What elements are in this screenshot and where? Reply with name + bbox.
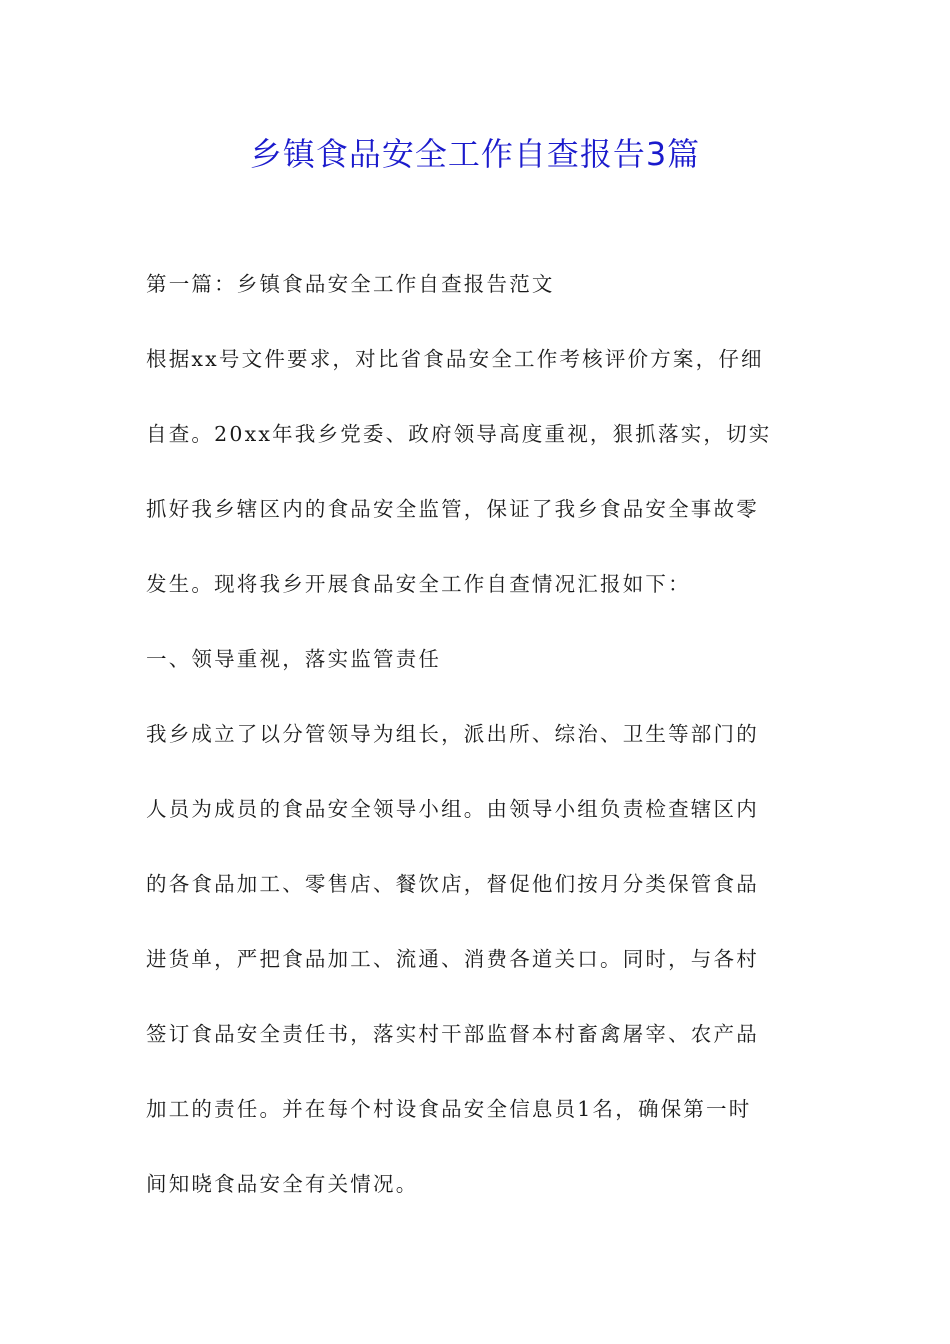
subsection-heading: 一、领导重视，落实监管责任 — [146, 647, 442, 671]
paragraph-line: 自查。20xx年我乡党委、政府领导高度重视，狠抓落实，切实 — [146, 422, 772, 446]
document-body — [146, 262, 806, 1237]
paragraph-line: 的各食品加工、零售店、餐饮店，督促他们按月分类保管食品 — [146, 872, 759, 896]
paragraph-line: 抓好我乡辖区内的食品安全监管，保证了我乡食品安全事故零 — [146, 497, 759, 521]
paragraph-line: 我乡成立了以分管领导为组长，派出所、综治、卫生等部门的 — [146, 722, 759, 746]
paragraph-line: 签订食品安全责任书，落实村干部监督本村畜禽屠宰、农产品 — [146, 1022, 759, 1046]
paragraph-line: 进货单，严把食品加工、流通、消费各道关口。同时，与各村 — [146, 947, 759, 971]
paragraph-line: 根据xx号文件要求，对比省食品安全工作考核评价方案，仔细 — [146, 347, 764, 371]
document-title: 乡镇食品安全工作自查报告3篇 — [249, 135, 701, 173]
paragraph-line: 间知晓食品安全有关情况。 — [146, 1172, 419, 1196]
paragraph-line: 人员为成员的食品安全领导小组。由领导小组负责检查辖区内 — [146, 797, 759, 821]
section-heading: 第一篇：乡镇食品安全工作自查报告范文 — [146, 272, 555, 296]
paragraph-line: 加工的责任。并在每个村设食品安全信息员1名，确保第一时 — [146, 1097, 752, 1121]
paragraph-line: 发生。现将我乡开展食品安全工作自查情况汇报如下： — [146, 572, 691, 596]
